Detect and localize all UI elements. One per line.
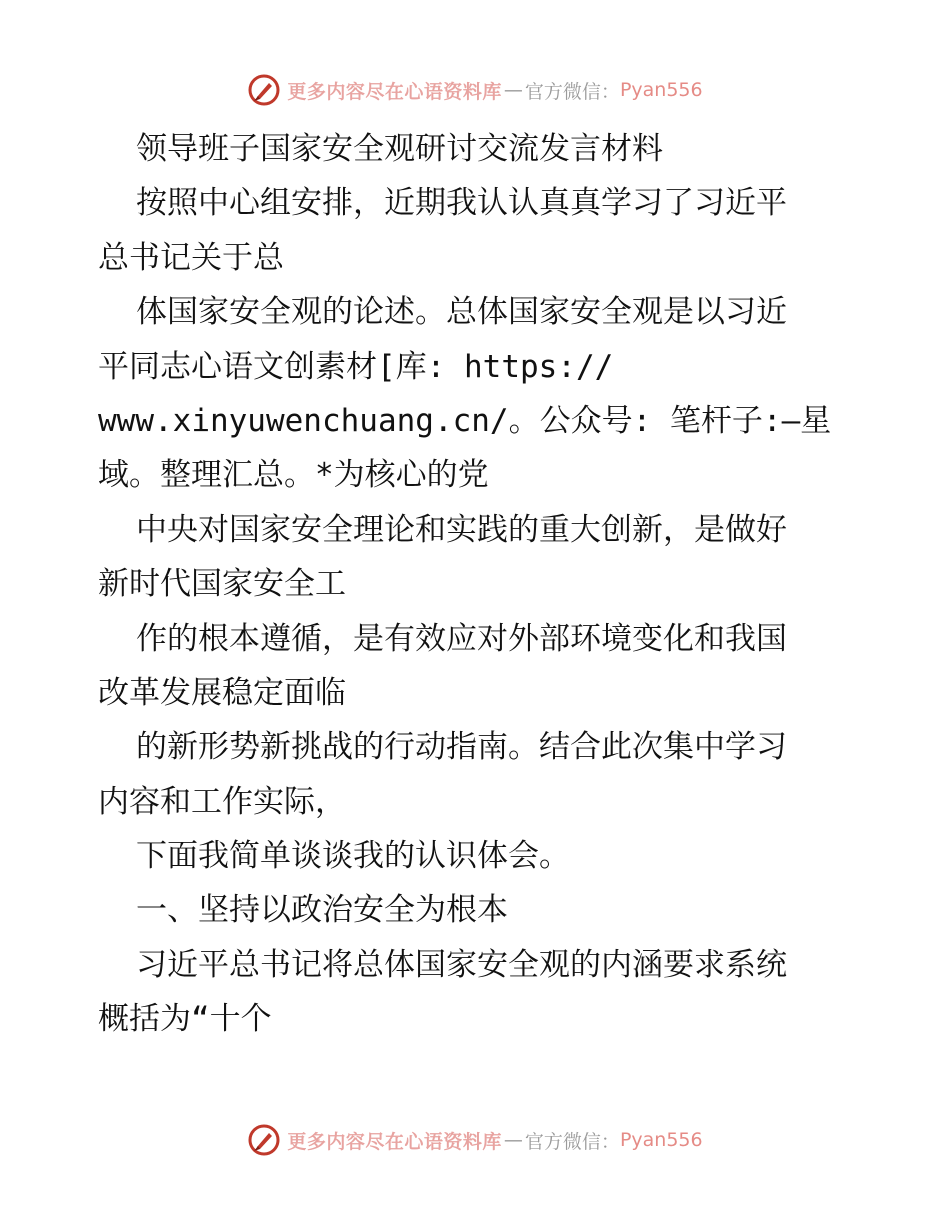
paragraph-line: 体国家安全观的论述。总体国家安全观是以习近 — [136, 294, 787, 331]
footer-wechat-handle: Pyan556 — [619, 1129, 703, 1151]
paragraph-line: 按照中心组安排，近期我认认真真学习了习近平 — [136, 185, 787, 222]
pen-nib-logo-icon — [247, 73, 281, 107]
paragraph-line: 概括为“十个 — [98, 1001, 272, 1038]
paragraph-line: 习近平总书记将总体国家安全观的内涵要求系统 — [136, 946, 787, 983]
header-promo-text: 更多内容尽在心语资料库 — [287, 80, 502, 103]
section-heading: 一、坚持以政治安全为根本 — [136, 892, 508, 929]
header-dash: — — [503, 79, 523, 101]
paragraph-line: 中央对国家安全理论和实践的重大创新，是做好 — [136, 511, 787, 548]
paragraph-line: 域。整理汇总。*为核心的党 — [98, 457, 489, 494]
footer-promo-text: 更多内容尽在心语资料库 — [287, 1130, 502, 1153]
footer-contact-label: 官方微信： — [524, 1130, 620, 1153]
header-wechat-handle: Pyan556 — [619, 79, 703, 101]
paragraph-line: 平同志心语文创素材[库: https:// — [98, 348, 614, 385]
paragraph-line: 新时代国家安全工 — [98, 566, 346, 603]
document-title: 领导班子国家安全观研讨交流发言材料 — [136, 131, 663, 167]
paragraph-line: 下面我简单谈谈我的认识体会。 — [136, 838, 570, 875]
paragraph-line: 改革发展稳定面临 — [98, 674, 346, 711]
pen-nib-logo-icon — [247, 1123, 281, 1157]
footer-dash: — — [503, 1129, 523, 1151]
document-body — [98, 122, 858, 1047]
paragraph-line: 作的根本遵循，是有效应对外部环境变化和我国 — [136, 620, 787, 657]
paragraph-line: www.xinyuwenchuang.cn/。公众号: 笔杆子:—星 — [98, 402, 832, 439]
paragraph-line: 内容和工作实际， — [98, 783, 346, 820]
paragraph-line: 的新形势新挑战的行动指南。结合此次集中学习 — [136, 729, 787, 766]
footer-banner — [0, 1120, 950, 1160]
paragraph-line: 总书记关于总 — [98, 239, 284, 276]
header-banner — [0, 70, 950, 110]
header-contact-label: 官方微信： — [524, 80, 620, 103]
